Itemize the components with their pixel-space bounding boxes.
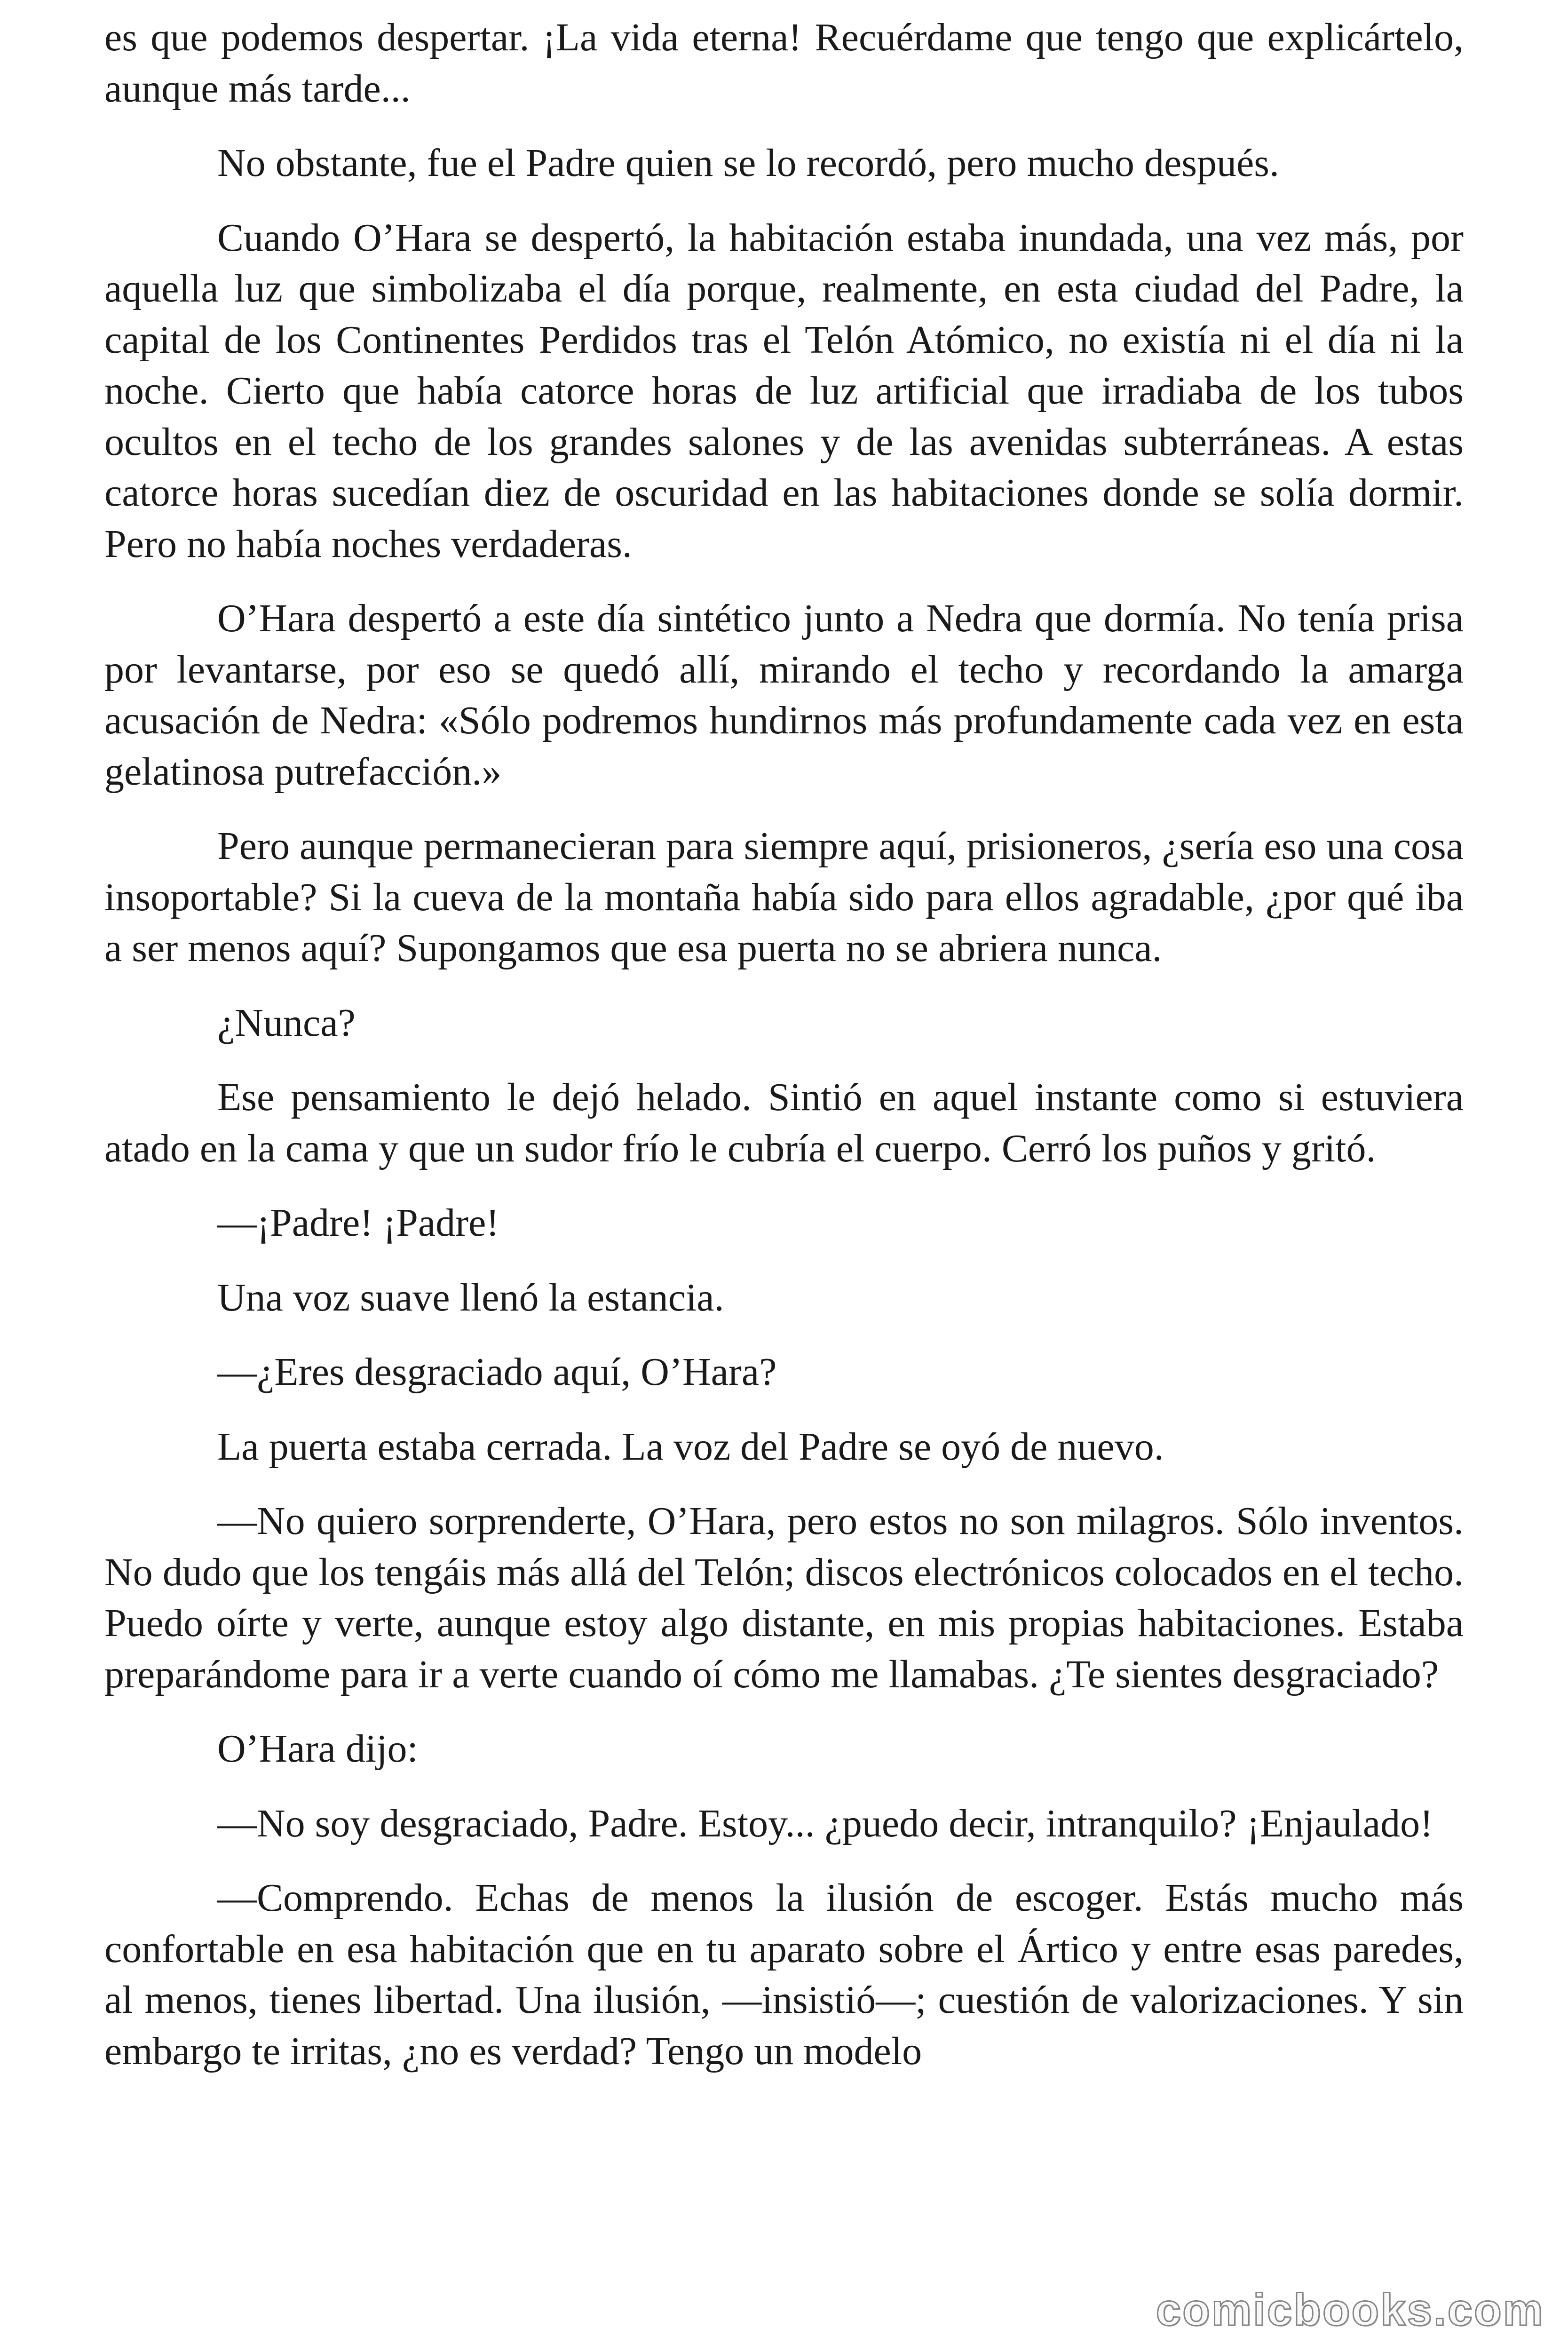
paragraph: Ese pensamiento le dejó helado. Sintió en aquel instante como si estuviera atado en la cama y que un sudor frío le cubría el cuerpo. Cerró los puños y gritó. <box>104 1075 1464 1170</box>
dialogue-line: —Comprendo. Echas de menos la ilusión de escoger. Estás mucho más confortable en esa habitación que en tu aparato sobre el Ártico y entre esas paredes, al menos, tienes libertad. Una ilusión, —insistió—; cuestión de valorizaciones. Y sin embargo te irritas, ¿no es verdad? Tengo un modelo <box>104 1876 1464 2073</box>
paragraph: Una voz suave llenó la estancia. <box>217 1275 724 1319</box>
watermark: comicbooks.com <box>1156 2285 1544 2335</box>
paragraph: O’Hara dijo: <box>217 1727 418 1771</box>
dialogue-line: —¿Eres desgraciado aquí, O’Hara? <box>217 1350 777 1394</box>
book-page <box>104 12 1464 2100</box>
dialogue-line: —No quiero sorprenderte, O’Hara, pero estos no son milagros. Sólo inventos. No dudo que los tengáis más allá del Telón; discos electrónicos colocados en el techo. Puedo oírte y verte, aunque estoy algo distante, en mis propias habitaciones. Estaba preparándome para ir a verte cuando oí cómo me llamabas. ¿Te sientes desgraciado? <box>104 1499 1464 1696</box>
paragraph: O’Hara despertó a este día sintético junto a Nedra que dormía. No tenía prisa por levantarse, por eso se quedó allí, mirando el techo y recordando la amarga acusación de Nedra: «Sólo podremos hundirnos más profundamente cada vez en esta gelatinosa putrefacción.» <box>104 596 1464 794</box>
dialogue-line: —¡Padre! ¡Padre! <box>217 1201 499 1245</box>
paragraph: No obstante, fue el Padre quien se lo recordó, pero mucho después. <box>217 141 1279 185</box>
paragraph: Pero aunque permanecieran para siempre aquí, prisioneros, ¿sería eso una cosa insoportable? Si la cueva de la montaña había sido para ellos agradable, ¿por qué iba a ser menos aquí? Supongamos que esa puerta no se abriera nunca. <box>104 824 1464 970</box>
paragraph: La puerta estaba cerrada. La voz del Padre se oyó de nuevo. <box>217 1424 1164 1469</box>
paragraph-continuation: es que podemos despertar. ¡La vida eterna! Recuérdame que tengo que explicártelo, aunque más tarde... <box>104 16 1464 111</box>
paragraph: ¿Nunca? <box>217 1001 356 1045</box>
paragraph: Cuando O’Hara se despertó, la habitación estaba inundada, una vez más, por aquella luz que simbolizaba el día porque, realmente, en esta ciudad del Padre, la capital de los Continentes Perdidos tras el Telón Atómico, no existía ni el día ni la noche. Cierto que había catorce horas de luz artificial que irradiaba de los tubos ocultos en el techo de los grandes salones y de las avenidas subterráneas. A estas catorce horas sucedían diez de oscuridad en las habitaciones donde se solía dormir. Pero no había noches verdaderas. <box>104 215 1464 566</box>
dialogue-line: —No soy desgraciado, Padre. Estoy... ¿puedo decir, intranquilo? ¡Enjaulado! <box>217 1801 1433 1845</box>
